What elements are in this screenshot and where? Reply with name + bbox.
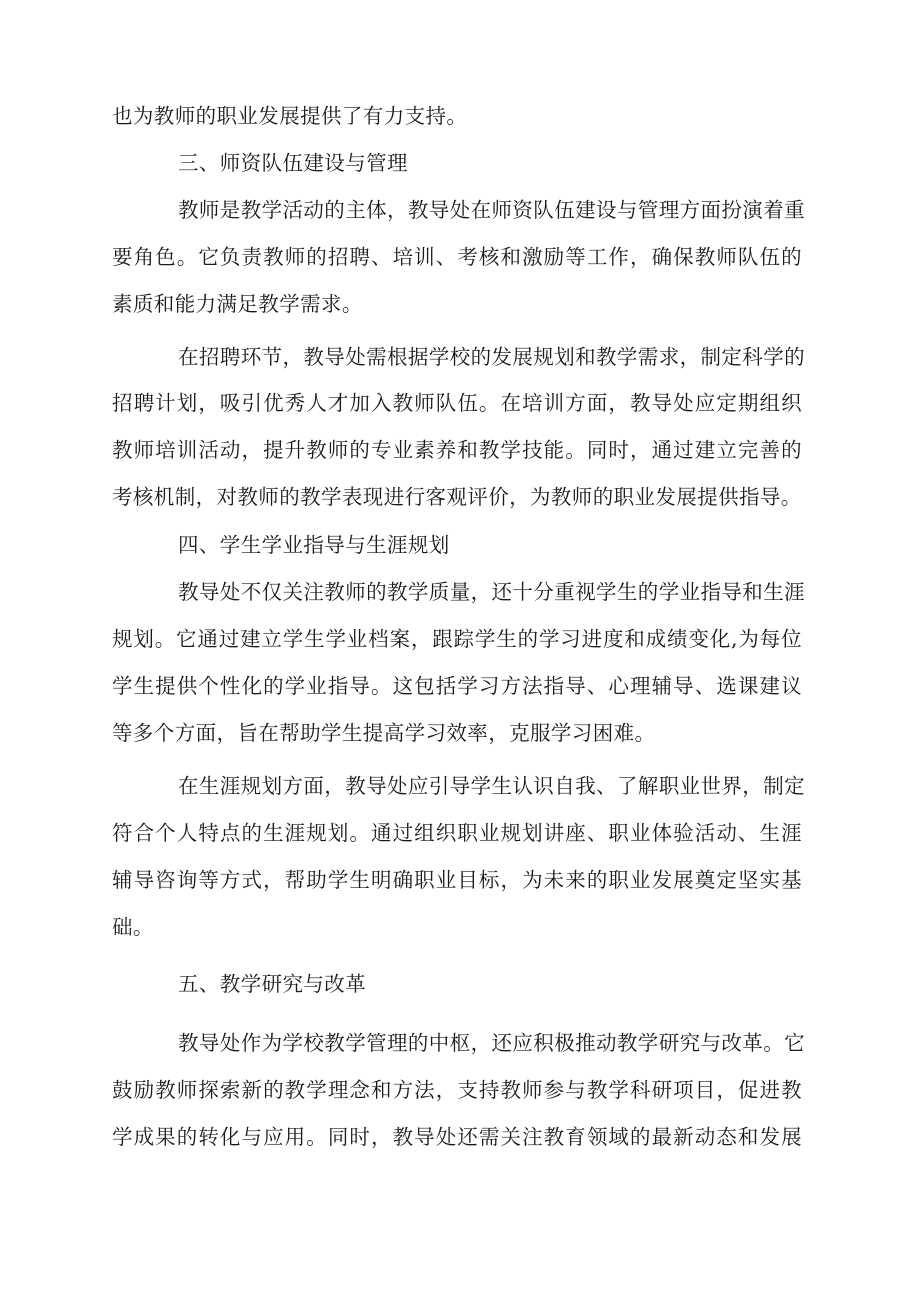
paragraph-line: 教师培训活动，提升教师的专业素养和教学技能。同时，通过建立完善的 bbox=[112, 438, 802, 462]
paragraph-line: 素质和能力满足教学需求。 bbox=[112, 292, 363, 316]
paragraph-line: 础。 bbox=[112, 915, 154, 939]
section-heading: 四、学生学业指导与生涯规划 bbox=[178, 533, 450, 557]
paragraph-line: 学成果的转化与应用。同时，教导处还需关注教育领域的最新动态和发展 bbox=[112, 1125, 802, 1149]
paragraph-line: 在生涯规划方面，教导处应引导学生认识自我、了解职业世界，制定 bbox=[178, 774, 805, 798]
paragraph-line: 学生提供个性化的学业指导。这包括学习方法指导、心理辅导、选课建议 bbox=[112, 674, 802, 698]
paragraph-line: 也为教师的职业发展提供了有力支持。 bbox=[112, 104, 468, 128]
paragraph-line: 符合个人特点的生涯规划。通过组织职业规划讲座、职业体验活动、生涯 bbox=[112, 821, 802, 845]
paragraph-line: 要角色。它负责教师的招聘、培训、考核和激励等工作，确保教师队伍的 bbox=[112, 245, 802, 269]
paragraph-line: 招聘计划，吸引优秀人才加入教师队伍。在培训方面，教导处应定期组织 bbox=[112, 391, 802, 415]
paragraph-line: 考核机制，对教师的教学表现进行客观评价，为教师的职业发展提供指导。 bbox=[112, 485, 802, 509]
paragraph-line: 规划。它通过建立学生学业档案，跟踪学生的学习进度和成绩变化,为每位 bbox=[112, 627, 802, 651]
paragraph-line: 辅导咨询等方式，帮助学生明确职业目标，为未来的职业发展奠定坚实基 bbox=[112, 868, 802, 892]
section-heading: 五、教学研究与改革 bbox=[178, 972, 367, 996]
paragraph-line: 教导处作为学校教学管理的中枢，还应积极推动教学研究与改革。它 bbox=[178, 1031, 805, 1055]
paragraph-line: 教导处不仅关注教师的教学质量，还十分重视学生的学业指导和生涯 bbox=[178, 580, 805, 604]
paragraph-line: 等多个方面，旨在帮助学生提高学习效率，克服学习困难。 bbox=[112, 721, 656, 745]
paragraph-line: 教师是教学活动的主体，教导处在师资队伍建设与管理方面扮演着重 bbox=[178, 198, 805, 222]
paragraph-line: 在招聘环节，教导处需根据学校的发展规划和教学需求，制定科学的 bbox=[178, 345, 805, 369]
section-heading: 三、师资队伍建设与管理 bbox=[178, 151, 408, 175]
paragraph-line: 鼓励教师探索新的教学理念和方法，支持教师参与教学科研项目，促进教 bbox=[112, 1078, 802, 1102]
